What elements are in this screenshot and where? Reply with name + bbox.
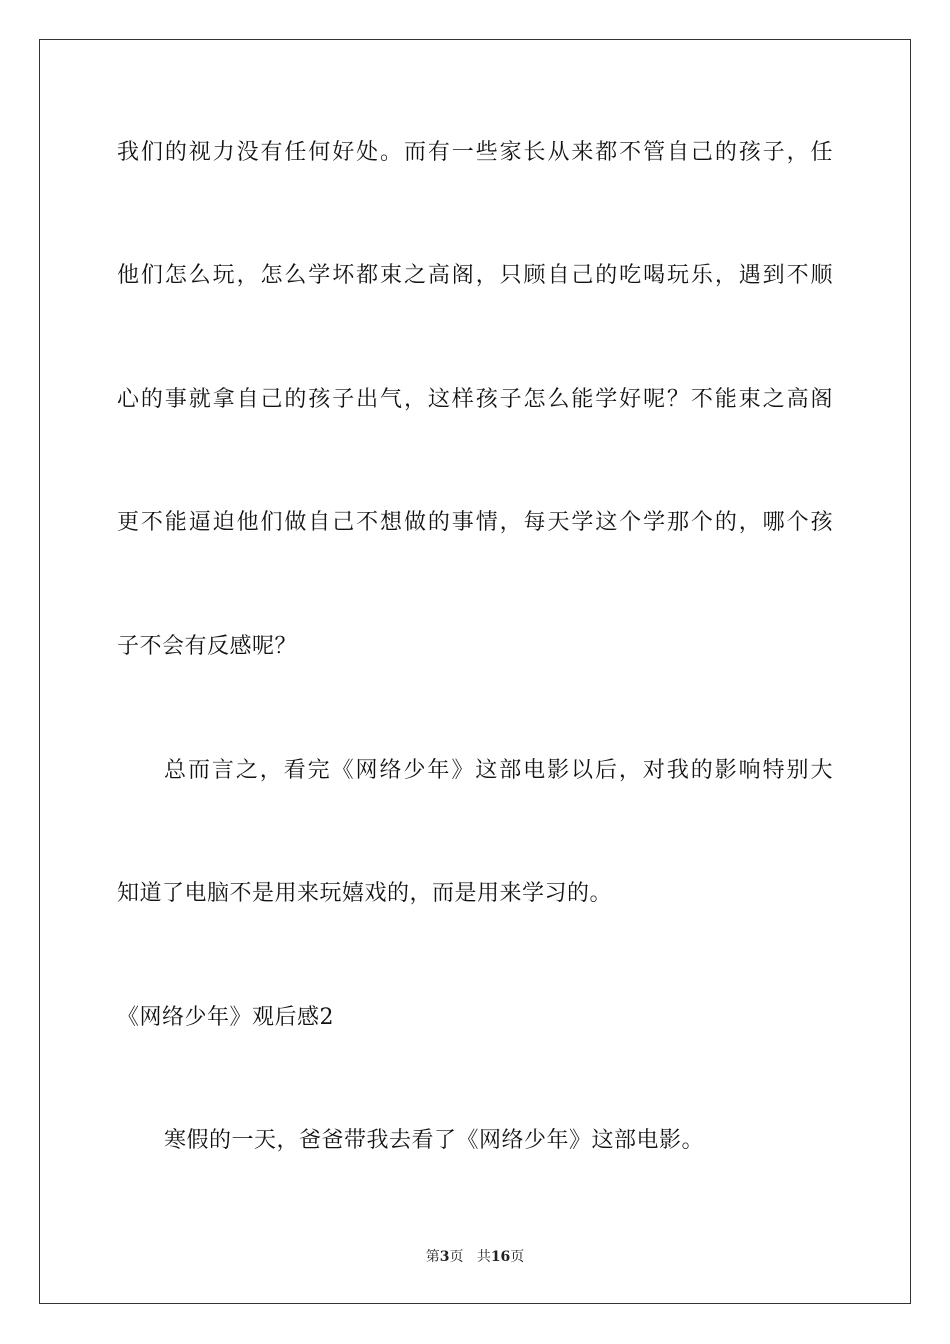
footer-total-suffix: 页 (510, 1249, 525, 1265)
body-line-4: 更不能逼迫他们做自己不想做的事情，每天学这个学那个的，哪个孩 (117, 510, 833, 535)
body-line-2: 他们怎么玩，怎么学坏都束之高阁，只顾自己的吃喝玩乐，遇到不顺 (117, 263, 833, 288)
page-footer (0, 1247, 950, 1267)
footer-total-prefix: 共 (476, 1249, 491, 1265)
footer-page-suffix: 页 (449, 1249, 464, 1265)
body-line-5: 子不会有反感呢？ (117, 634, 298, 659)
footer-page-current: 3 (439, 1249, 450, 1265)
footer-page-total: 16 (490, 1249, 511, 1265)
footer-page-prefix: 第 (425, 1249, 440, 1265)
body-line-6: 总而言之，看完《网络少年》这部电影以后，对我的影响特别大 (164, 758, 833, 783)
body-line-9: 寒假的一天，爸爸带我去看了《网络少年》这部电影。 (164, 1128, 705, 1153)
section-heading: 《网络少年》观后感2 (117, 1005, 334, 1030)
page-border (39, 39, 911, 1304)
body-line-1: 我们的视力没有任何好处。而有一些家长从来都不管自己的孩子，任 (117, 140, 833, 165)
body-line-3: 心的事就拿自己的孩子出气，这样孩子怎么能学好呢？不能束之高阁 (117, 387, 833, 412)
body-line-7: 知道了电脑不是用来玩嬉戏的，而是用来学习的。 (117, 881, 613, 906)
